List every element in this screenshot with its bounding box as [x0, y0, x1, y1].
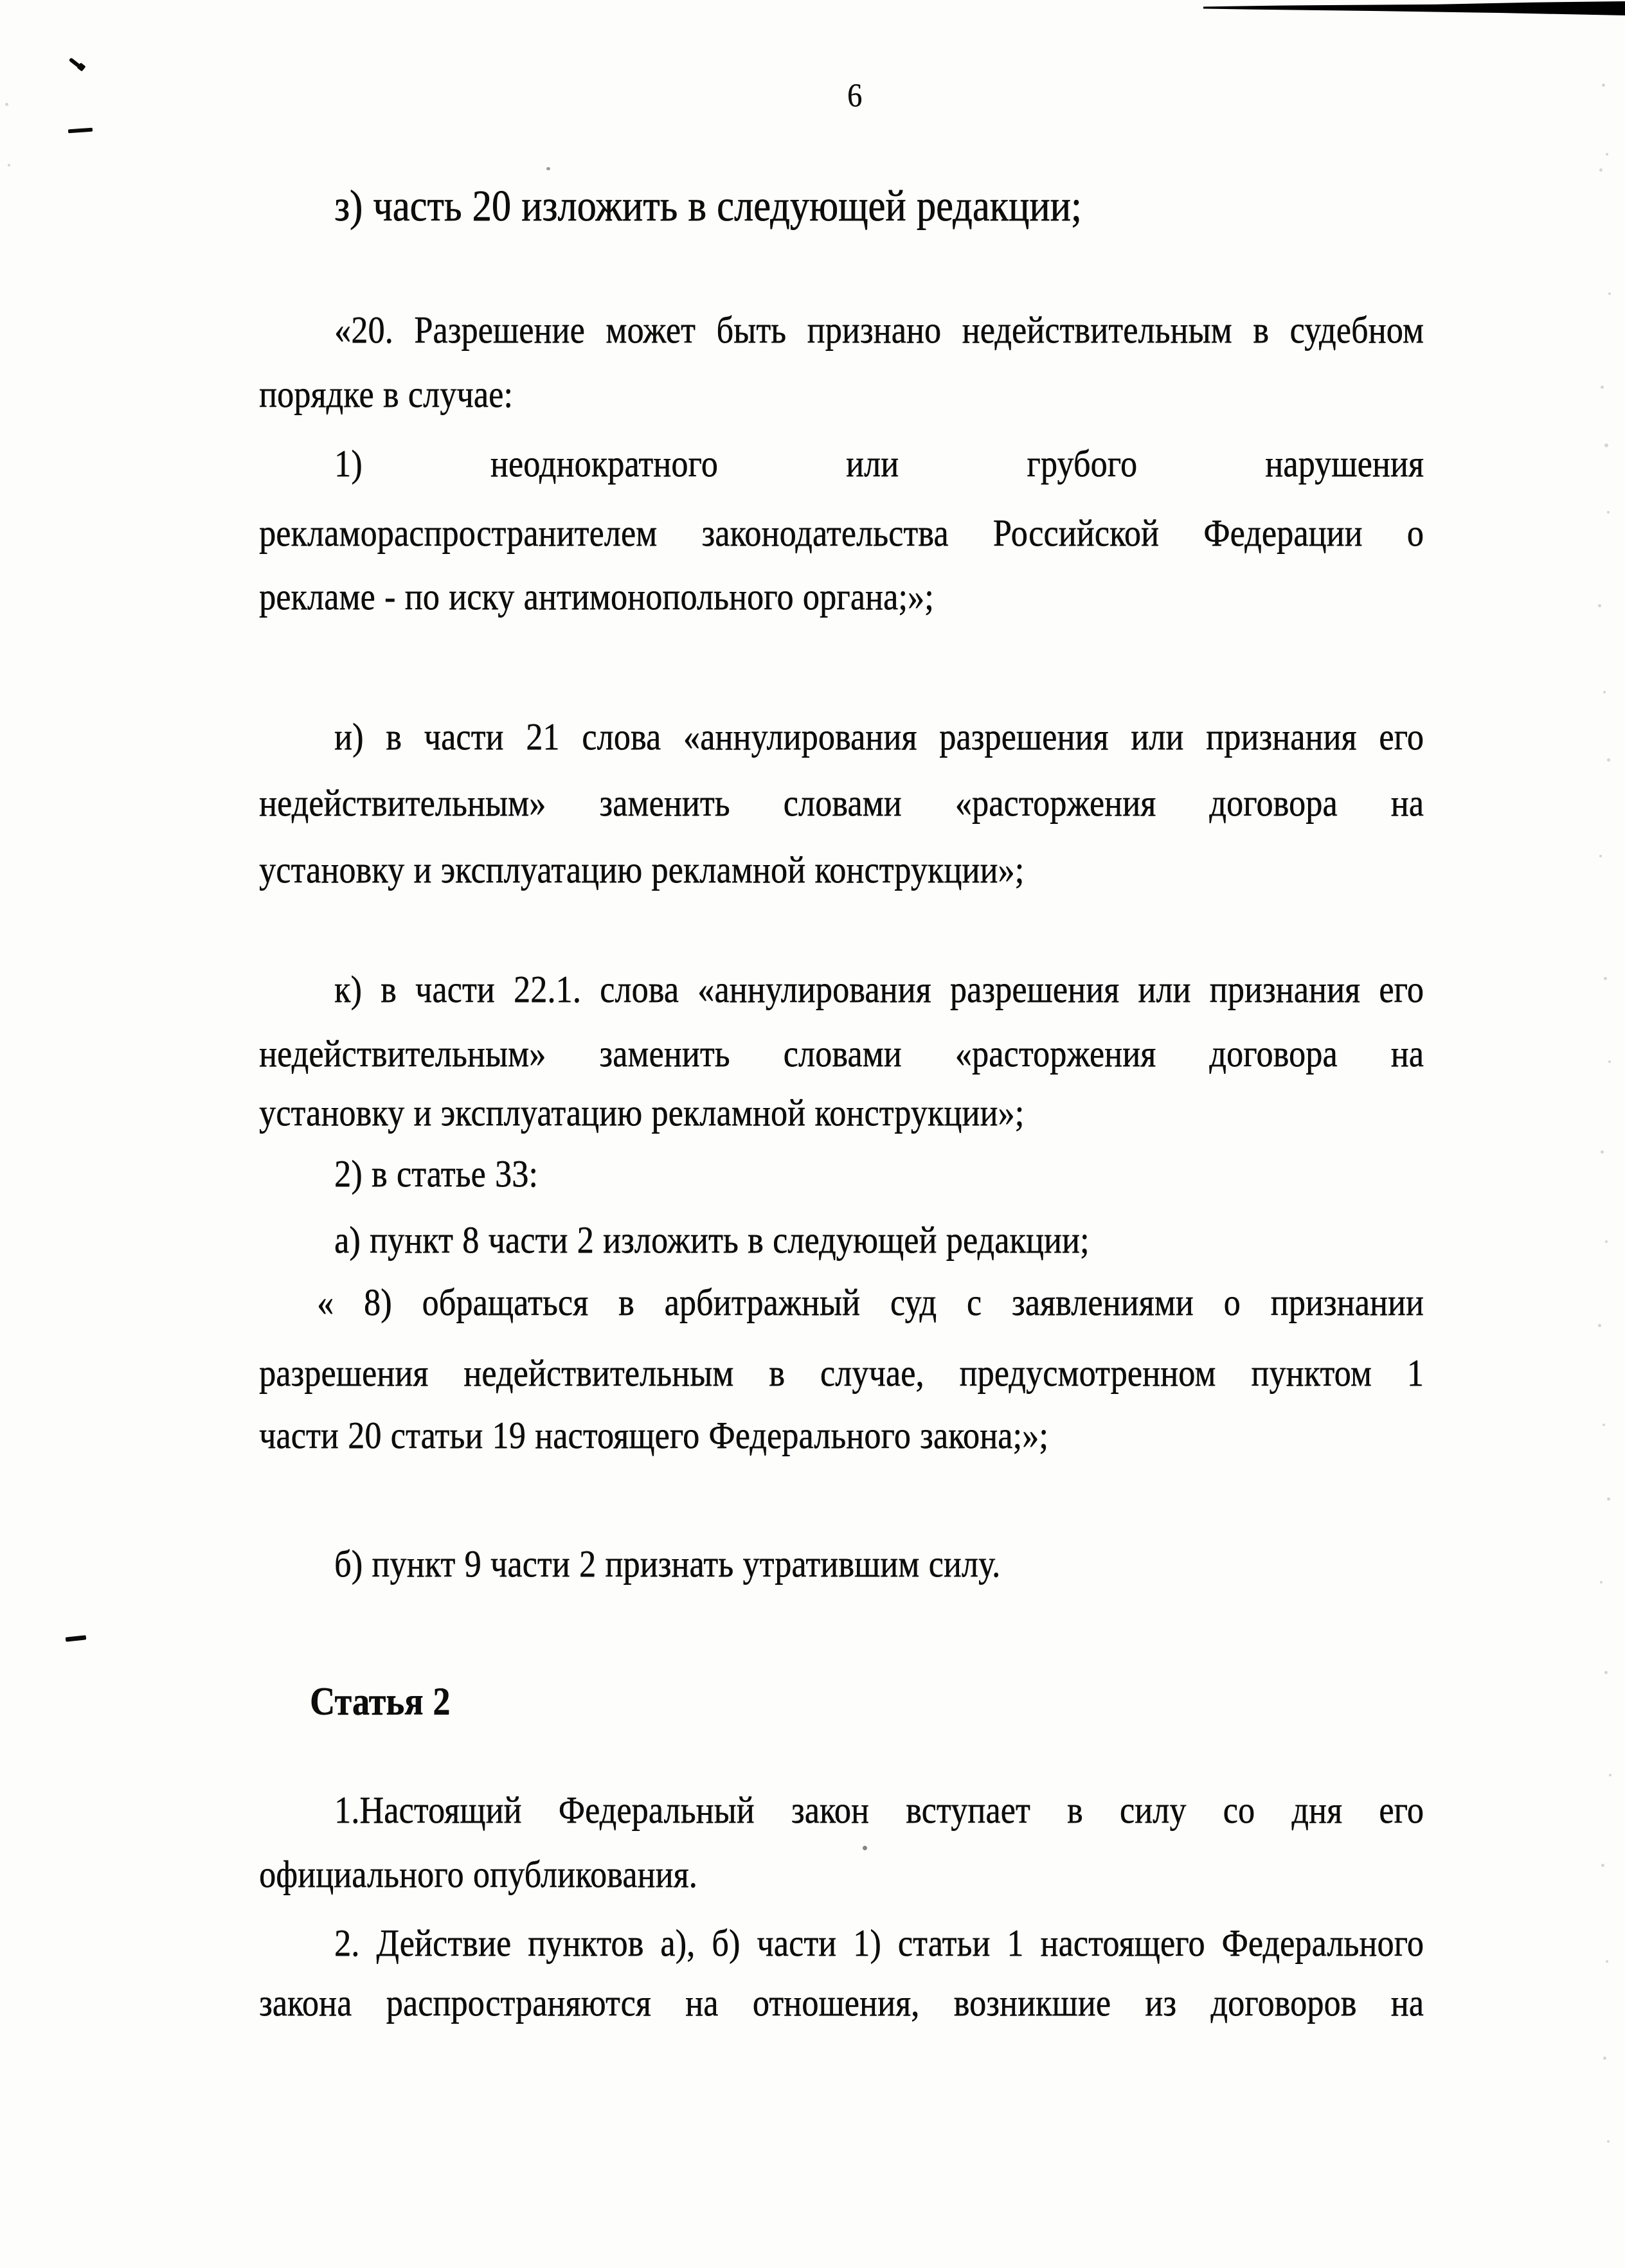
text-line: 1.Настоящий Федеральный закон вступает в силу со дня его: [334, 1789, 1424, 1832]
speck: [1608, 1060, 1611, 1063]
speck: [1607, 758, 1610, 762]
speck: [1609, 1774, 1612, 1776]
speck: [1605, 1240, 1608, 1243]
speck: [1607, 2140, 1610, 2143]
speck: [1601, 386, 1604, 389]
scan-streak-top-right: [1203, 1, 1625, 15]
margin-dash-lower: [66, 1635, 87, 1641]
speck: [1606, 153, 1608, 156]
speck: [8, 164, 10, 166]
speck: [1604, 1671, 1608, 1674]
text-line: рекламораспространителем законодательства Российской Федерации о: [259, 512, 1424, 555]
text-line: официального опубликования.: [259, 1853, 697, 1896]
speck: [1598, 1324, 1601, 1327]
text-line: установку и эксплуатацию рекламной конструкции»;: [259, 1092, 1025, 1134]
speck: [1607, 511, 1610, 513]
text-line: закона распространяются на отношения, возникшие из договоров на: [259, 1982, 1424, 2024]
text-line: разрешения недействительным в случае, предусмотренном пунктом 1: [259, 1352, 1424, 1395]
speck: [1604, 977, 1607, 980]
text-line: недействительным» заменить словами «расторжения договора на: [259, 782, 1424, 825]
text-line: « 8) обращаться в арбитражный суд с заявлениями о признании: [317, 1281, 1424, 1324]
speck: [1599, 168, 1603, 172]
speck: [1599, 855, 1602, 857]
speck: [1603, 1424, 1605, 1426]
text-line: части 20 статьи 19 настоящего Федерального закона;»;: [259, 1415, 1048, 1457]
speck: [1598, 604, 1601, 607]
text-line: и) в части 21 слова «аннулирования разрешения или признания его: [334, 716, 1424, 758]
page-number: 6: [847, 76, 862, 114]
ink-dot: [546, 167, 550, 170]
text-line: порядке в случае:: [259, 373, 513, 416]
text-line: недействительным» заменить словами «расторжения договора на: [259, 1033, 1424, 1075]
speck: [1603, 691, 1606, 693]
section-heading: Статья 2: [310, 1679, 451, 1724]
text-line: 1) неоднократного или грубого нарушения: [334, 443, 1424, 485]
text-line: рекламе - по иску антимонопольного органа;»;: [259, 576, 934, 618]
text-line: а) пункт 8 части 2 изложить в следующей редакции;: [334, 1219, 1090, 1262]
speck: [1600, 1581, 1603, 1584]
pen-tick-mark: [69, 57, 84, 70]
speck: [1601, 1150, 1604, 1154]
speck: [1608, 292, 1611, 295]
speck: [1601, 1864, 1604, 1867]
ink-dot: [863, 1846, 867, 1850]
margin-dash-upper: [68, 128, 93, 134]
text-line: 2) в статье 33:: [334, 1153, 539, 1195]
speck: [1602, 84, 1605, 87]
speck: [1604, 443, 1608, 447]
speck: [1607, 1497, 1610, 1501]
speck: [1606, 1960, 1608, 1963]
text-line: к) в части 22.1. слова «аннулирования разрешения или признания его: [334, 969, 1424, 1011]
speck: [5, 103, 8, 106]
text-line: б) пункт 9 части 2 признать утратившим силу.: [334, 1543, 1001, 1585]
text-line: 2. Действие пунктов а), б) части 1) статьи 1 настоящего Федерального: [334, 1922, 1424, 1965]
text-line: «20. Разрешение может быть признано недействительным в судебном: [334, 309, 1424, 352]
speck: [1603, 2057, 1606, 2060]
text-line: установку и эксплуатацию рекламной конструкции»;: [259, 849, 1025, 891]
text-line: з) часть 20 изложить в следующей редакции;: [334, 181, 1082, 230]
